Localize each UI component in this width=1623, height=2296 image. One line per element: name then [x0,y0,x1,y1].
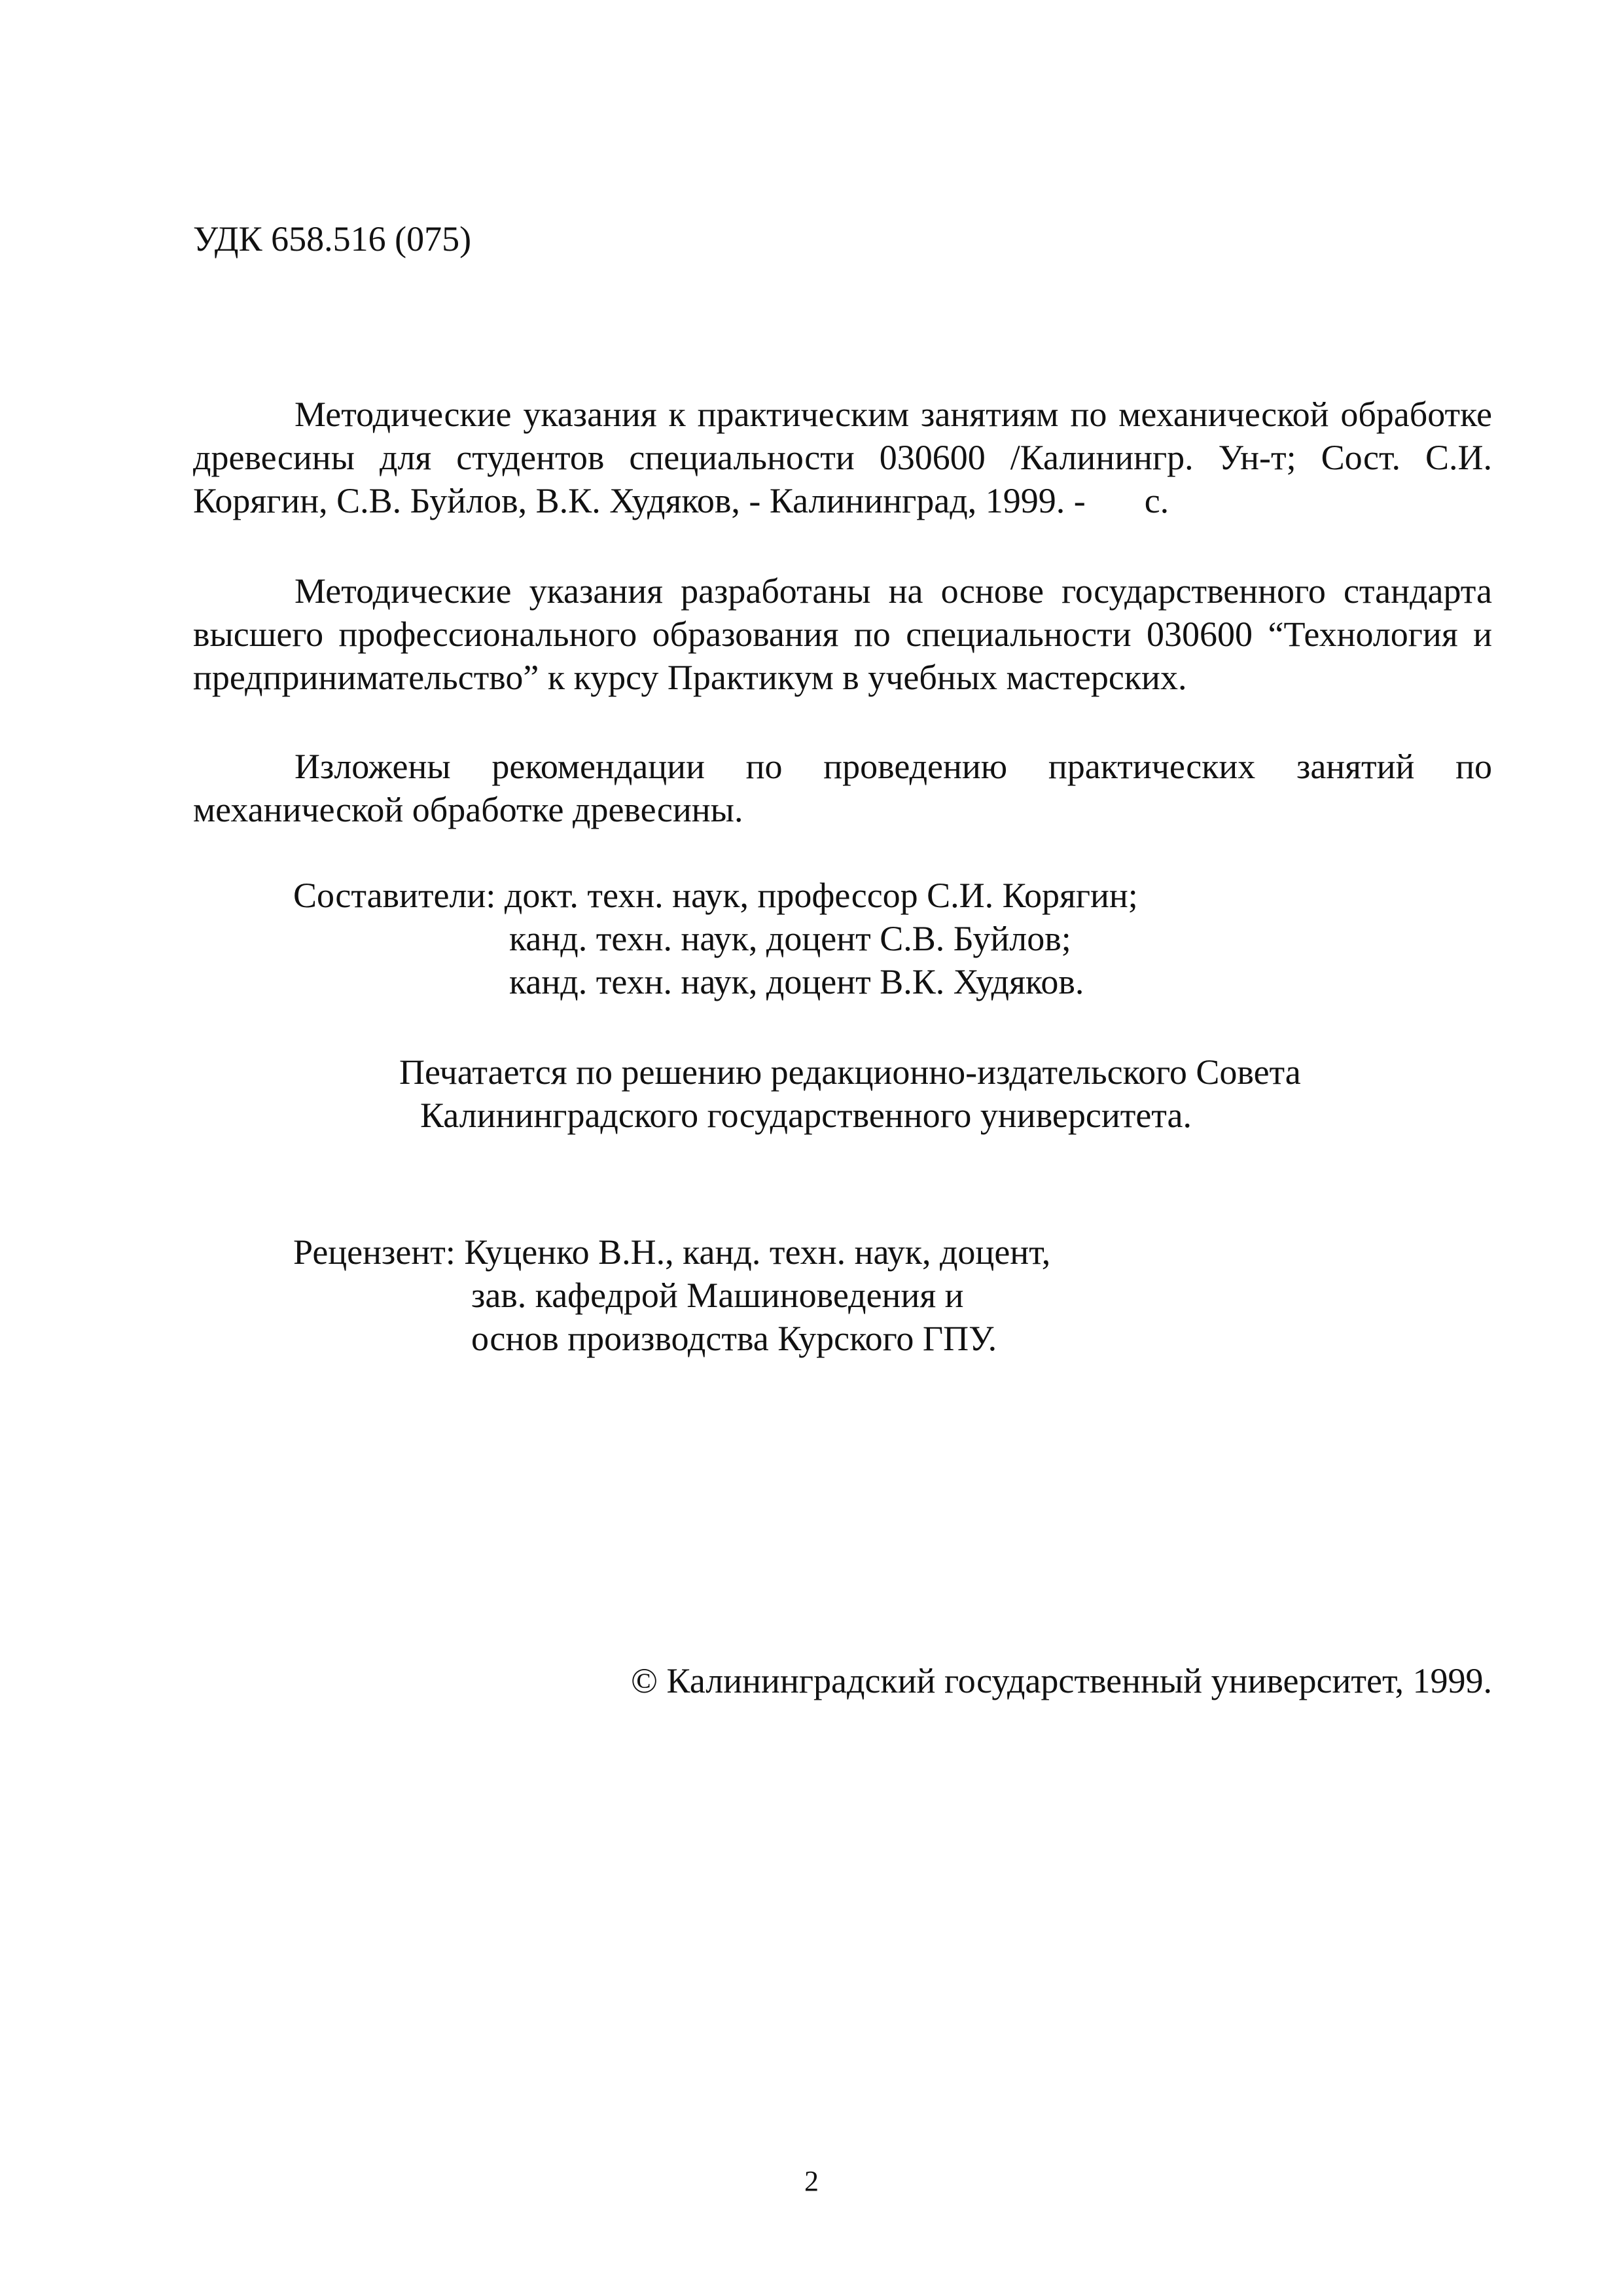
page-number: 2 [804,2165,819,2197]
annotation-pages-suffix: с. [1144,481,1169,520]
compilers-label: Составители: [293,876,496,915]
reviewer-line-1: Куценко В.Н., канд. техн. наук, доцент, [464,1232,1051,1272]
compiler-1: докт. техн. наук, профессор С.И. Корягин; [504,876,1138,915]
compilers-block [293,874,1138,1003]
compilers-first-row [293,874,1138,917]
reviewer-first-row [293,1230,1050,1274]
annotation-text: Методические указания к практическим занятиям по механической обработке древесины для студентов специальности 030600 /Калинингр. Ун-т; Сост. С.И. Корягин, С.В. Буйлов, В.К. Худяков, - Калининград, 1999. - [193,395,1492,520]
reviewer-label: Рецензент: [293,1232,455,1272]
udk-code: УДК 658.516 (075) [193,219,472,259]
recommendation-paragraph [193,745,1492,831]
annotation-paragraph [193,393,1492,522]
standard-paragraph [193,569,1492,699]
compiler-3: канд. техн. наук, доцент В.К. Худяков. [509,962,1084,1001]
copyright-notice: © Калининградский государственный университет, 1999. [631,1661,1492,1700]
compiler-2: канд. техн. наук, доцент С.В. Буйлов; [509,919,1071,958]
recommendation-text: Изложены рекомендации по проведению практических занятий по механической обработке древесины. [193,747,1492,829]
print-decision-block [399,1050,1381,1137]
print-decision-line-2: Калининградского государственного университета. [420,1096,1192,1135]
reviewer-block [293,1230,1050,1360]
reviewer-line-2: зав. кафедрой Машиноведения и [471,1276,964,1315]
reviewer-line-3: основ производства Курского ГПУ. [471,1319,997,1358]
standard-text: Методические указания разработаны на основе государственного стандарта высшего профессионального образования по специальности 030600 “Технология и предпринимательство” к курсу Практикум в учебных мастерских. [193,571,1492,697]
print-decision-line-1: Печатается по решению редакционно-издательского Совета [399,1052,1301,1092]
